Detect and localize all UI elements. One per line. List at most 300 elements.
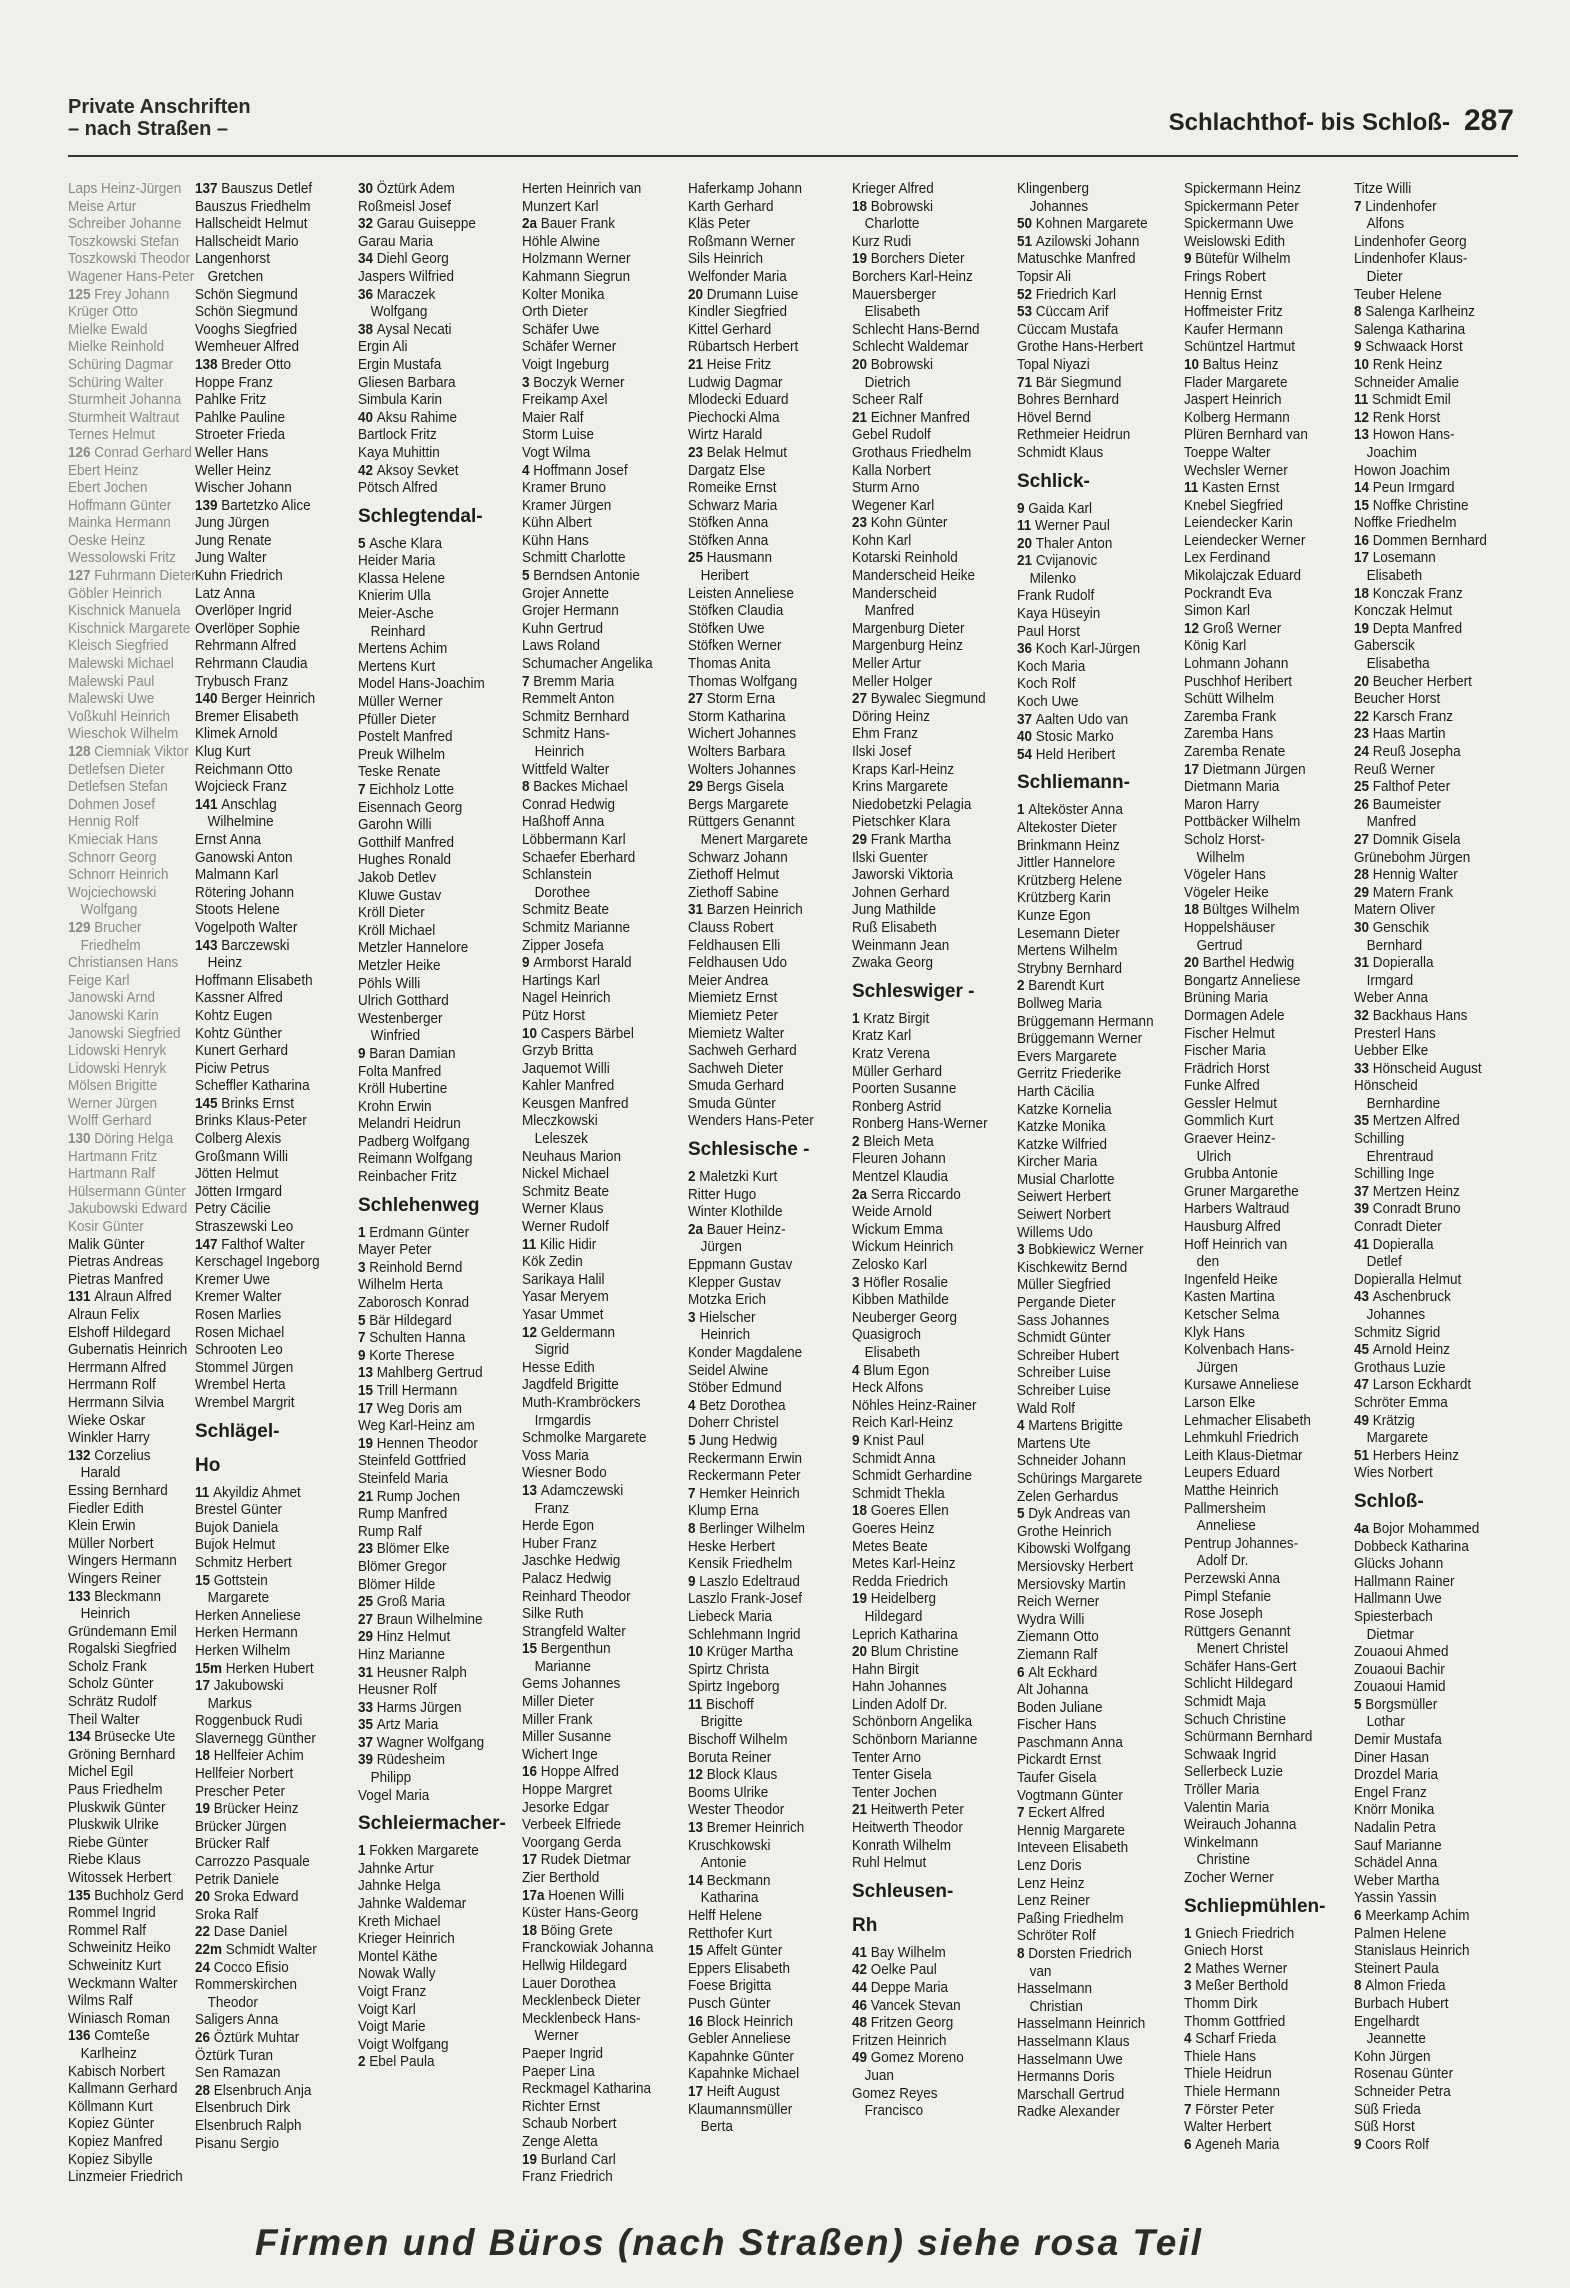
directory-entry: 3 Bobkiewicz Werner bbox=[1017, 1241, 1144, 1259]
directory-entry: Toszkowski Stefan bbox=[68, 232, 180, 250]
directory-entry: Pahlke Fritz bbox=[195, 391, 267, 409]
directory-entry: Pietras Andreas bbox=[68, 1253, 164, 1271]
directory-entry: 12 Renk Horst bbox=[1354, 408, 1441, 426]
directory-entry: Herrmann Rolf bbox=[68, 1376, 156, 1394]
directory-entry: Rüttgers Genannt bbox=[688, 813, 795, 831]
directory-entry: 13 Howon Hans- bbox=[1354, 426, 1455, 444]
directory-entry: 131 Alraun Alfred bbox=[68, 1288, 172, 1306]
directory-entry: Noffke Friedhelm bbox=[1354, 514, 1457, 532]
directory-entry: Overlöper Sophie bbox=[195, 619, 301, 637]
directory-entry: Vögeler Hans bbox=[1184, 866, 1266, 884]
directory-entry: Kallmann Gerhard bbox=[68, 2080, 178, 2098]
directory-entry: Karth Gerhard bbox=[688, 197, 774, 215]
directory-entry: Dietmar bbox=[1366, 1625, 1414, 1643]
directory-entry: Weide Arnold bbox=[852, 1203, 933, 1221]
directory-entry: Mertens Kurt bbox=[358, 657, 436, 675]
directory-entry: 41 Bay Wilhelm bbox=[852, 1943, 946, 1961]
directory-entry: Gebel Rudolf bbox=[852, 426, 931, 444]
directory-entry: 23 Kohn Günter bbox=[852, 514, 948, 532]
directory-entry: Hasselmann Heinrich bbox=[1017, 2015, 1146, 2033]
directory-entry: 15 Trill Hermann bbox=[358, 1382, 458, 1399]
directory-entry: Garohn Willi bbox=[358, 816, 432, 834]
street-heading: Schliemann- bbox=[1017, 772, 1130, 794]
directory-entry: Jakubowski Edward bbox=[68, 1200, 188, 1218]
directory-entry: Mielke Ewald bbox=[68, 320, 148, 338]
directory-entry: 40 Aksu Rahime bbox=[358, 408, 458, 426]
directory-entry: Marianne bbox=[534, 1657, 591, 1675]
directory-entry: Sellerbeck Luzie bbox=[1184, 1763, 1284, 1781]
directory-entry: 16 Block Heinrich bbox=[688, 2012, 794, 2030]
directory-entry: Hallmann Uwe bbox=[1354, 1590, 1442, 1608]
directory-entry: Mainka Hermann bbox=[68, 514, 171, 532]
directory-entry: Wieke Oskar bbox=[68, 1411, 146, 1429]
directory-entry: Katzke Kornelia bbox=[1017, 1100, 1112, 1118]
directory-entry: Colberg Alexis bbox=[195, 1130, 282, 1148]
directory-entry: Kröll Dieter bbox=[358, 904, 425, 922]
directory-entry: Jötten Irmgard bbox=[195, 1182, 283, 1200]
directory-entry: Schürmann Bernhard bbox=[1184, 1728, 1313, 1746]
directory-entry: Mertens Wilhelm bbox=[1017, 942, 1118, 960]
directory-entry: Friedhelm bbox=[80, 936, 141, 954]
directory-entry: Herrmann Alfred bbox=[68, 1358, 167, 1376]
directory-entry: 15 Gottstein bbox=[195, 1571, 268, 1589]
directory-entry: Hartings Karl bbox=[522, 971, 601, 989]
directory-entry: Feige Karl bbox=[68, 971, 130, 989]
street-heading: Schlesische - bbox=[688, 1139, 810, 1161]
directory-entry: 11 Akyildiz Ahmet bbox=[195, 1483, 301, 1501]
directory-entry: Smuda Gerhard bbox=[688, 1077, 785, 1095]
directory-entry: Sturmheit Johanna bbox=[68, 391, 182, 409]
directory-entry: Roggenbuck Rudi bbox=[195, 1712, 303, 1730]
directory-entry: Antonie bbox=[700, 1854, 747, 1872]
directory-entry: Jötten Helmut bbox=[195, 1165, 279, 1183]
directory-entry: Wojcieck Franz bbox=[195, 778, 288, 796]
directory-entry: Kunert Gerhard bbox=[195, 1042, 289, 1060]
directory-entry: Weber Martha bbox=[1354, 1871, 1440, 1889]
directory-entry: Brüggemann Werner bbox=[1017, 1030, 1143, 1048]
directory-entry: Pergande Dieter bbox=[1017, 1294, 1116, 1312]
directory-entry: 12 Groß Werner bbox=[1184, 619, 1282, 637]
directory-entry: Leiendecker Karin bbox=[1184, 514, 1293, 532]
directory-entry: 29 Frank Martha bbox=[852, 830, 952, 848]
directory-entry: Trybusch Franz bbox=[195, 672, 289, 690]
directory-entry: Seiwert Herbert bbox=[1017, 1188, 1111, 1206]
directory-entry: Ernst Anna bbox=[195, 830, 262, 848]
directory-entry: Kaufer Hermann bbox=[1184, 320, 1284, 338]
directory-entry: 2 Maletzki Kurt bbox=[688, 1168, 778, 1186]
directory-entry: Metes Karl-Heinz bbox=[852, 1555, 956, 1573]
directory-entry: Dietrich bbox=[864, 373, 911, 391]
directory-entry: 22 Karsch Franz bbox=[1354, 707, 1454, 725]
directory-entry: Hellwig Hildegard bbox=[522, 1956, 628, 1974]
directory-entry: 15 Bergenthun bbox=[522, 1640, 611, 1658]
directory-entry: 4 Hoffmann Josef bbox=[522, 461, 628, 479]
directory-entry: 4 Scharf Frieda bbox=[1184, 2030, 1277, 2048]
directory-entry: Pöhls Willi bbox=[358, 974, 421, 992]
directory-entry: Topsir Ali bbox=[1017, 267, 1072, 285]
directory-entry: Jaspers Wilfried bbox=[358, 267, 455, 285]
directory-entry: Konder Magdalene bbox=[688, 1344, 803, 1361]
directory-entry: 2 Mathes Werner bbox=[1184, 1959, 1288, 1977]
directory-entry: Sroka Ralf bbox=[195, 1905, 259, 1923]
directory-entry: Roßmann Werner bbox=[688, 232, 796, 250]
directory-entry: 18 Konczak Franz bbox=[1354, 584, 1463, 602]
directory-entry: Johannes bbox=[1366, 1306, 1426, 1323]
directory-entry: Toeppe Walter bbox=[1184, 443, 1271, 461]
directory-entry: Kühn Albert bbox=[522, 514, 592, 532]
directory-entry: Scheer Ralf bbox=[852, 391, 923, 409]
directory-entry: Burbach Hubert bbox=[1354, 1994, 1449, 2012]
directory-entry: Blömer Gregor bbox=[358, 1557, 447, 1575]
directory-entry: 130 Döring Helga bbox=[68, 1130, 174, 1148]
directory-entry: Dohmen Josef bbox=[68, 795, 156, 813]
directory-entry: Munzert Karl bbox=[522, 197, 599, 215]
directory-entry: 18 Goeres Ellen bbox=[852, 1502, 949, 1520]
directory-entry: Krohn Erwin bbox=[358, 1097, 432, 1115]
street-heading: Schloß- bbox=[1354, 1490, 1424, 1512]
directory-entry: Mikolajczak Eduard bbox=[1184, 567, 1302, 585]
directory-entry: Wolff Gerhard bbox=[68, 1112, 152, 1130]
directory-entry: Haßhoff Anna bbox=[522, 813, 605, 831]
directory-entry: Mecklenbeck Hans- bbox=[522, 2009, 641, 2027]
directory-entry: Helff Helene bbox=[688, 1907, 763, 1924]
directory-entry: Reckermann Peter bbox=[688, 1467, 801, 1485]
directory-entry: Kalla Norbert bbox=[852, 461, 931, 479]
directory-entry: Kunze Egon bbox=[1017, 906, 1091, 924]
directory-entry: Heribert bbox=[700, 567, 749, 585]
directory-entry: Voßkuhl Heinrich bbox=[68, 707, 171, 725]
directory-entry: Orth Dieter bbox=[522, 303, 589, 321]
directory-entry: Weber Anna bbox=[1354, 989, 1429, 1007]
directory-entry: Michel Egil bbox=[68, 1763, 134, 1781]
directory-entry: Hesse Edith bbox=[522, 1358, 595, 1376]
directory-entry: Harth Cäcilia bbox=[1017, 1082, 1095, 1100]
directory-entry: Gomez Reyes bbox=[852, 2084, 938, 2102]
directory-entry: Winfried bbox=[370, 1027, 421, 1045]
directory-entry: Schmidt Thekla bbox=[852, 1484, 945, 1502]
directory-entry: Kopiez Sibylle bbox=[68, 2150, 153, 2168]
directory-entry: 6 Meerkamp Achim bbox=[1354, 1907, 1470, 1924]
directory-entry: Leprich Katharina bbox=[852, 1625, 958, 1643]
directory-entry: 17 Losemann bbox=[1354, 549, 1436, 567]
directory-entry: Lohmann Johann bbox=[1184, 655, 1289, 673]
directory-entry: Foese Brigitta bbox=[688, 1977, 772, 1995]
directory-entry: Schmitz Beate bbox=[522, 901, 610, 919]
directory-entry: Yasar Ummet bbox=[522, 1306, 604, 1323]
directory-entry: Motzka Erich bbox=[688, 1291, 767, 1309]
directory-entry: Schmidt Klaus bbox=[1017, 443, 1104, 461]
directory-entry: Holzmann Werner bbox=[522, 250, 631, 268]
directory-entry: Charlotte bbox=[864, 215, 920, 233]
directory-entry: Göbler Heinrich bbox=[68, 584, 162, 602]
directory-entry: 17 Jakubowski bbox=[195, 1677, 284, 1695]
directory-entry: Mleczkowski bbox=[522, 1112, 598, 1130]
directory-entry: Seiwert Norbert bbox=[1017, 1206, 1111, 1224]
directory-entry: Bischoff Wilhelm bbox=[688, 1731, 788, 1749]
directory-entry: Rötering Johann bbox=[195, 883, 295, 901]
directory-entry: Weller Heinz bbox=[195, 461, 272, 479]
directory-entry: Gertrud bbox=[1196, 936, 1243, 954]
directory-entry: Kopiez Günter bbox=[68, 2115, 155, 2133]
directory-entry: Mecklenbeck Dieter bbox=[522, 1992, 641, 2010]
directory-entry: Schwarz Johann bbox=[688, 848, 788, 866]
directory-entry: Simbula Karin bbox=[358, 391, 443, 409]
directory-entry: Kühn Hans bbox=[522, 531, 589, 549]
header-left bbox=[68, 96, 251, 140]
directory-entry: Dargatz Else bbox=[688, 461, 766, 479]
directory-entry: 34 Diehl Georg bbox=[358, 250, 449, 268]
directory-entry: 5 Bär Hildegard bbox=[358, 1311, 452, 1329]
directory-entry: Wrembel Margrit bbox=[195, 1393, 295, 1411]
directory-entry: 7 Hemker Heinrich bbox=[688, 1484, 800, 1502]
directory-entry: Schneider Johann bbox=[1017, 1452, 1126, 1470]
directory-entry: Klyk Hans bbox=[1184, 1323, 1245, 1341]
directory-entry: Kläs Peter bbox=[688, 215, 751, 233]
directory-entry: Schlanstein bbox=[522, 866, 592, 884]
directory-entry: Puschhof Heribert bbox=[1184, 672, 1293, 690]
directory-entry: Spickermann Peter bbox=[1184, 197, 1299, 215]
directory-entry: Rehrmann Claudia bbox=[195, 655, 308, 673]
directory-entry: Weckmann Walter bbox=[68, 1974, 178, 1992]
directory-entry: Fleuren Johann bbox=[852, 1150, 946, 1168]
directory-entry: Krützberg Helene bbox=[1017, 871, 1123, 889]
directory-entry: Tenter Jochen bbox=[852, 1783, 937, 1801]
directory-entry: Herten Heinrich van bbox=[522, 180, 642, 197]
directory-entry: Kohn Jürgen bbox=[1354, 2047, 1431, 2065]
directory-entry: 1 Gniech Friedrich bbox=[1184, 1924, 1295, 1942]
directory-entry: 8 Berlinger Wilhelm bbox=[688, 1519, 806, 1537]
directory-entry: Doherr Christel bbox=[688, 1414, 779, 1432]
street-heading: Schliepmühlen- bbox=[1184, 1895, 1326, 1917]
directory-entry: Krützberg Karin bbox=[1017, 889, 1111, 907]
directory-entry: Ulrich bbox=[1196, 1147, 1232, 1165]
directory-entry: Cüccam Mustafa bbox=[1017, 320, 1119, 338]
directory-entry: 20 Barthel Hedwig bbox=[1184, 954, 1295, 972]
directory-entry: Keusgen Manfred bbox=[522, 1094, 629, 1112]
directory-entry: Muth-Krambröckers bbox=[522, 1393, 641, 1411]
directory-entry: Konrath Wilhelm bbox=[852, 1836, 952, 1854]
directory-entry: Malik Günter bbox=[68, 1235, 145, 1253]
directory-entry: Löbbermann Karl bbox=[522, 830, 626, 848]
directory-entry: Schaub Norbert bbox=[522, 2115, 617, 2133]
directory-entry: Schütt Wilhelm bbox=[1184, 690, 1275, 708]
directory-entry: Janowski Karin bbox=[68, 1006, 159, 1024]
directory-entry: 49 Krätzig bbox=[1354, 1411, 1415, 1429]
directory-entry: Kluwe Gustav bbox=[358, 886, 442, 904]
directory-entry: Theodor bbox=[207, 1993, 258, 2011]
directory-entry: Drozdel Maria bbox=[1354, 1766, 1439, 1784]
directory-entry: 46 Vancek Stevan bbox=[852, 1996, 961, 2014]
directory-entry: Stöfken Anna bbox=[688, 514, 769, 532]
directory-entry: Kaya Hüseyin bbox=[1017, 605, 1101, 623]
directory-entry: Pietras Manfred bbox=[68, 1270, 164, 1288]
directory-entry: Frädrich Horst bbox=[1184, 1059, 1270, 1077]
directory-entry: Lenz Heinz bbox=[1017, 1874, 1085, 1892]
directory-entry: Christian bbox=[1029, 1997, 1083, 2015]
directory-entry: 14 Beckmann bbox=[688, 1871, 771, 1889]
directory-entry: 30 Öztürk Adem bbox=[358, 180, 455, 197]
directory-entry: Winkelmann bbox=[1184, 1833, 1259, 1851]
directory-entry: Schönborn Angelika bbox=[852, 1713, 973, 1731]
directory-entry: Kramer Bruno bbox=[522, 479, 607, 497]
directory-entry: Herken Hermann bbox=[195, 1624, 298, 1642]
directory-entry: Bujok Daniela bbox=[195, 1518, 279, 1536]
directory-entry: Bergs Margarete bbox=[688, 795, 789, 813]
directory-entry: Essing Bernhard bbox=[68, 1481, 168, 1499]
directory-entry: 9 Knist Paul bbox=[852, 1431, 925, 1449]
directory-entry: Schnorr Heinrich bbox=[68, 866, 169, 884]
directory-entry: Hallscheidt Helmut bbox=[195, 215, 308, 233]
directory-entry: 22 Dase Daniel bbox=[195, 1923, 288, 1941]
directory-entry: Schüring Dagmar bbox=[68, 355, 174, 373]
directory-entry: Pluskwik Günter bbox=[68, 1798, 166, 1816]
directory-entry: Jung Walter bbox=[195, 549, 267, 567]
directory-entry: Klug Kurt bbox=[195, 743, 251, 760]
directory-entry: Hallmann Rainer bbox=[1354, 1572, 1455, 1590]
directory-entry: 2 Bleich Meta bbox=[852, 1132, 934, 1150]
column-9 bbox=[1354, 180, 1512, 2220]
directory-entry: Toszkowski Theodor bbox=[68, 250, 191, 268]
directory-entry: Scholz Horst- bbox=[1184, 830, 1266, 848]
directory-entry: Wolters Johannes bbox=[688, 760, 796, 778]
directory-entry: Knierim Ulla bbox=[358, 587, 431, 605]
directory-entry: 5 Dyk Andreas van bbox=[1017, 1505, 1131, 1523]
directory-entry: Wilhelm bbox=[1196, 848, 1245, 866]
directory-entry: 9 Schwaack Horst bbox=[1354, 338, 1463, 356]
directory-entry: Titze Willi bbox=[1354, 180, 1412, 197]
directory-entry: Schäfer Uwe bbox=[522, 320, 600, 338]
directory-entry: 5 Jung Hedwig bbox=[688, 1431, 778, 1449]
directory-entry: Schmidt Günter bbox=[1017, 1329, 1111, 1347]
directory-entry: Piechocki Alma bbox=[688, 408, 780, 426]
directory-entry: Heinz bbox=[207, 954, 243, 972]
directory-entry: Bartlock Fritz bbox=[358, 426, 437, 444]
directory-entry: Riebe Klaus bbox=[68, 1851, 141, 1869]
directory-entry: Kischkewitz Bernd bbox=[1017, 1258, 1128, 1276]
directory-entry: 137 Bauszus Detlef bbox=[195, 180, 313, 197]
directory-entry: Metzler Hannelore bbox=[358, 939, 469, 957]
directory-entry: Tenter Gisela bbox=[852, 1766, 932, 1784]
directory-entry: Sils Heinrich bbox=[688, 250, 764, 268]
directory-entry: Lauer Dorothea bbox=[522, 1974, 616, 1992]
directory-entry: Heske Herbert bbox=[688, 1537, 776, 1555]
directory-entry: Hoppelshäuser bbox=[1184, 918, 1275, 936]
directory-entry: Gessler Helmut bbox=[1184, 1094, 1278, 1112]
directory-entry: Köllmann Kurt bbox=[68, 2097, 153, 2115]
directory-entry: 26 Öztürk Muhtar bbox=[195, 2028, 300, 2046]
directory-entry: Wirtz Harald bbox=[688, 426, 763, 444]
directory-entry: Schneider Petra bbox=[1354, 2082, 1451, 2100]
directory-entry: Krieger Heinrich bbox=[358, 1930, 455, 1948]
directory-entry: Elisabeth bbox=[864, 1344, 921, 1361]
directory-entry: Ludwig Dagmar bbox=[688, 373, 783, 391]
directory-entry: Wemheuer Alfred bbox=[195, 338, 300, 356]
directory-entry: Elisabetha bbox=[1366, 655, 1430, 673]
directory-entry: 37 Wagner Wolfgang bbox=[358, 1733, 485, 1751]
directory-entry: 16 Dommen Bernhard bbox=[1354, 531, 1487, 549]
directory-entry: Laws Roland bbox=[522, 637, 601, 655]
directory-entry: Mlodecki Eduard bbox=[688, 391, 789, 409]
directory-entry: Adolf Dr. bbox=[1196, 1552, 1249, 1570]
directory-entry: Grojer Hermann bbox=[522, 602, 619, 620]
column-5 bbox=[688, 180, 846, 2220]
directory-entry: Hahn Birgit bbox=[852, 1660, 919, 1678]
directory-entry: Stroeter Frieda bbox=[195, 426, 286, 444]
directory-entry: Kröll Hubertine bbox=[358, 1080, 448, 1098]
directory-entry: Heck Alfons bbox=[852, 1379, 924, 1397]
directory-entry: Neuhaus Marion bbox=[522, 1147, 622, 1165]
directory-entry: Eisennach Georg bbox=[358, 798, 463, 816]
street-heading: Rh bbox=[852, 1914, 878, 1936]
directory-entry: Rosen Marlies bbox=[195, 1306, 282, 1323]
directory-entry: Ronberg Hans-Werner bbox=[852, 1115, 988, 1133]
directory-entry: 13 Adamczewski bbox=[522, 1481, 624, 1499]
directory-entry: Süß Frieda bbox=[1354, 2100, 1421, 2118]
directory-entry: Meise Artur bbox=[68, 197, 137, 215]
column-8 bbox=[1184, 180, 1342, 2220]
directory-entry: Krieger Alfred bbox=[852, 180, 934, 197]
directory-entry: Sachweh Dieter bbox=[688, 1059, 784, 1077]
directory-entry: Maier Ralf bbox=[522, 408, 584, 426]
directory-entry: Willems Udo bbox=[1017, 1223, 1093, 1241]
directory-entry: Zaremba Frank bbox=[1184, 707, 1277, 725]
directory-entry: Heinrich bbox=[534, 743, 585, 760]
directory-entry: Miemietz Walter bbox=[688, 1024, 785, 1042]
directory-entry: Heinrich bbox=[700, 1326, 751, 1344]
directory-entry: Meier Andrea bbox=[688, 971, 769, 989]
directory-entry: Rüttgers Genannt bbox=[1184, 1622, 1291, 1640]
directory-entry: Feldhausen Elli bbox=[688, 936, 781, 954]
directory-entry: Nowak Wally bbox=[358, 1965, 436, 1983]
directory-entry: Küster Hans-Georg bbox=[522, 1904, 639, 1922]
directory-entry: Detlef bbox=[1366, 1253, 1402, 1271]
directory-entry: Reinbacher Fritz bbox=[358, 1168, 458, 1186]
directory-entry: Schrätz Rudolf bbox=[68, 1693, 157, 1711]
directory-entry: Miller Dieter bbox=[522, 1693, 595, 1711]
directory-entry: Jaspert Heinrich bbox=[1184, 391, 1282, 409]
directory-entry: 18 Böing Grete bbox=[522, 1921, 613, 1939]
directory-entry: 24 Cocco Efisio bbox=[195, 1958, 289, 1976]
directory-entry: Sturmheit Waltraut bbox=[68, 408, 180, 426]
directory-entry: 29 Bergs Gisela bbox=[688, 778, 785, 796]
directory-entry: Kischnick Margarete bbox=[68, 619, 191, 637]
directory-entry: Grojer Annette bbox=[522, 584, 610, 602]
directory-entry: 125 Frey Johann bbox=[68, 285, 170, 303]
directory-entry: Schrooten Leo bbox=[195, 1341, 283, 1359]
directory-entry: Lindenhofer Klaus- bbox=[1354, 250, 1468, 268]
directory-entry: Schmitz Hans- bbox=[522, 725, 610, 743]
directory-entry: Matthe Heinrich bbox=[1184, 1481, 1279, 1499]
directory-entry: 3 Reinhold Bernd bbox=[358, 1258, 463, 1276]
directory-entry: Brücker Ralf bbox=[195, 1835, 270, 1853]
directory-entry: Herken Wilhelm bbox=[195, 1641, 291, 1659]
directory-entry: Kuhn Friedrich bbox=[195, 567, 283, 585]
directory-entry: Hoffmeister Fritz bbox=[1184, 303, 1283, 321]
directory-entry: Nadalin Petra bbox=[1354, 1819, 1436, 1837]
directory-entry: Ehm Franz bbox=[852, 725, 919, 743]
directory-entry: 18 Bültges Wilhelm bbox=[1184, 901, 1300, 919]
directory-entry: 19 Hennen Theodor bbox=[358, 1434, 478, 1452]
directory-entry: 11 Werner Paul bbox=[1017, 517, 1110, 535]
directory-entry: Pockrandt Eva bbox=[1184, 584, 1272, 602]
directory-entry: Glücks Johann bbox=[1354, 1555, 1444, 1573]
directory-entry: Brüggemann Hermann bbox=[1017, 1012, 1154, 1030]
directory-entry: Zouaoui Ahmed bbox=[1354, 1643, 1449, 1661]
directory-entry: Lenz Doris bbox=[1017, 1857, 1082, 1875]
directory-entry: Jahnke Waldemar bbox=[358, 1895, 467, 1913]
directory-entry: Miemietz Peter bbox=[688, 1006, 779, 1024]
directory-entry: Remmelt Anton bbox=[522, 690, 615, 708]
